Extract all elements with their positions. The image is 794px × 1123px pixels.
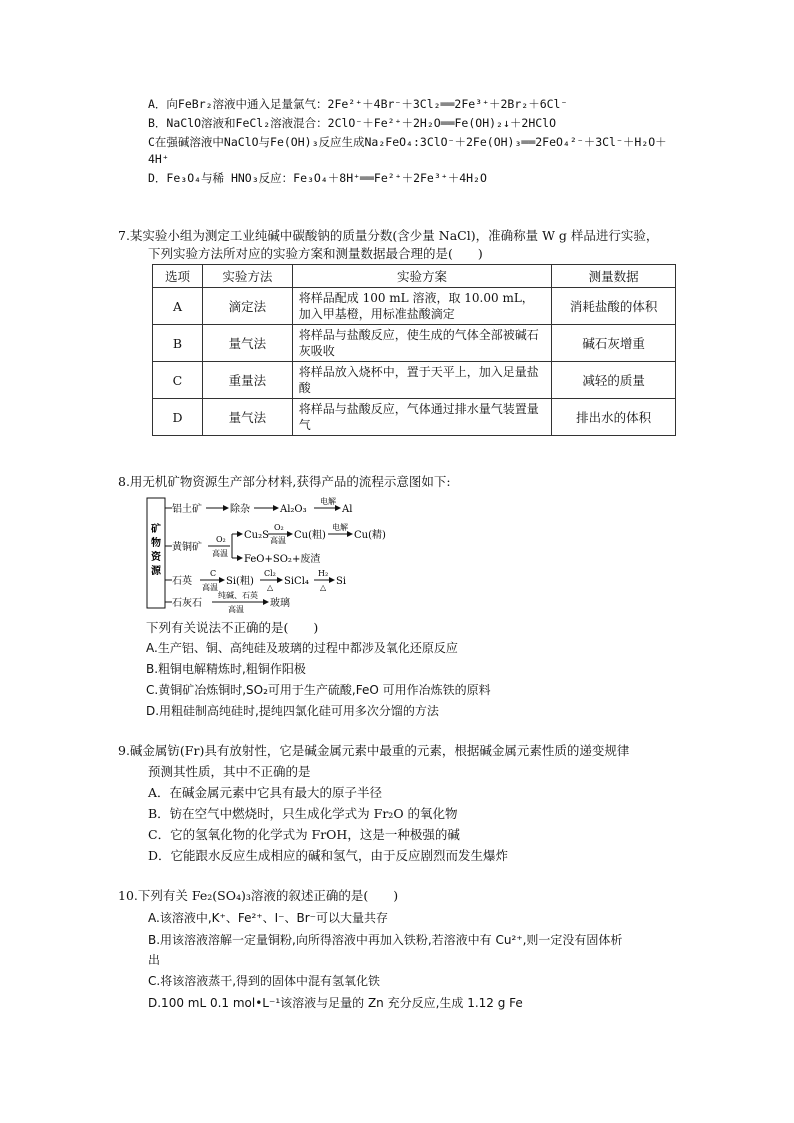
q6-option-c-line1: C在强碱溶液中NaClO与Fe(OH)₃反应生成Na₂FeO₄:3ClO⁻＋2Fe(OH)₃══2FeO₄²⁻＋3Cl⁻＋H₂O＋ xyxy=(148,135,667,149)
aluminum-label: Al xyxy=(342,504,353,515)
q10-option-a: A.该溶液中,K⁺、Fe²⁺、I⁻、Br⁻可以大量共存 xyxy=(148,911,388,925)
table-cell-method: 量气法 xyxy=(202,325,292,362)
table-header-row xyxy=(153,265,676,288)
q10-option-b-line2: 出 xyxy=(148,953,161,967)
q9-option-b: B．钫在空气中燃烧时，只生成化学式为 Fr₂O 的氧化物 xyxy=(148,806,458,821)
table-cell-plan: 将样品与盐酸反应，使生成的气体全部被碱石灰吸收 xyxy=(292,325,551,362)
table-header-cell: 实验方法 xyxy=(202,265,292,288)
q8-option-a: A.生产铝、铜、高纯硅及玻璃的过程中都涉及氧化还原反应 xyxy=(146,641,458,655)
heat-label: △ xyxy=(267,583,274,592)
q9-stem-line1: 9.碱金属钫(Fr)具有放射性，它是碱金属元素中最重的元素，根据碱金属元素性质的递变规律 xyxy=(118,743,630,758)
table-cell-data: 消耗盐酸的体积 xyxy=(552,288,676,325)
high-temp-label: 高温 xyxy=(270,536,286,545)
limestone-label: 石灰石 xyxy=(172,598,202,609)
sicl4-label: SiCl₄ xyxy=(284,576,309,587)
table-cell-option: C xyxy=(153,362,203,399)
high-temp-label: 高温 xyxy=(212,549,228,558)
q8-stem: 8.用无机矿物资源生产部分材料,获得产品的流程示意图如下: xyxy=(118,474,451,489)
carbon-label: C xyxy=(210,569,217,578)
q6-option-c-line2: 4H⁺ xyxy=(148,152,169,166)
q9-option-d: D．它能跟水反应生成相应的碱和氢气，由于反应剧烈而发生爆炸 xyxy=(148,848,509,863)
table-cell-option: D xyxy=(153,399,203,436)
q8-option-d: D.用粗硅制高纯硅时,提纯四氯化硅可用多次分馏的方法 xyxy=(146,704,439,718)
table-cell-plan: 将样品放入烧杯中，置于天平上，加入足量盐酸 xyxy=(292,362,551,399)
table-cell-data: 碱石灰增重 xyxy=(552,325,676,362)
side-label: 矿 xyxy=(151,524,161,535)
hydrogen-label: H₂ xyxy=(318,569,329,578)
soda-quartz-label: 纯碱、石英 xyxy=(218,591,258,600)
q9-option-c: C．它的氢氧化物的化学式为 FrOH，这是一种极强的碱 xyxy=(148,827,460,842)
electrolysis-label: 电解 xyxy=(320,497,336,506)
table-cell-method: 量气法 xyxy=(202,399,292,436)
high-temp-label: 高温 xyxy=(228,605,244,614)
side-label: 资 xyxy=(151,552,161,563)
remove-impurity-label: 除杂 xyxy=(230,504,250,515)
table-row xyxy=(153,288,676,325)
crude-copper-label: Cu(粗) xyxy=(294,530,326,541)
q8-option-c: C.黄铜矿冶炼铜时,SO₂可用于生产硫酸,FeO 可用作冶炼铁的原料 xyxy=(146,683,491,697)
heat-label: △ xyxy=(320,583,327,592)
table-header-cell: 测量数据 xyxy=(552,265,676,288)
chalcopyrite-label: 黄铜矿 xyxy=(172,542,202,553)
glass-label: 玻璃 xyxy=(270,598,290,609)
table-cell-plan: 将样品与盐酸反应，气体通过排水量气装置量气 xyxy=(292,399,551,436)
q10-option-b-line1: B.用该溶液溶解一定量铜粉,向所得溶液中再加入铁粉,若溶液中有 Cu²⁺,则一定没有固体析 xyxy=(148,933,623,947)
table-cell-data: 减轻的质量 xyxy=(552,362,676,399)
electrolysis-label: 电解 xyxy=(332,523,348,532)
q8-ask: 下列有关说法不正确的是( ) xyxy=(146,620,319,635)
cu2s-label: Cu₂S xyxy=(244,530,269,541)
crude-silicon-label: Si(粗) xyxy=(226,576,254,587)
chlorine-label: Cl₂ xyxy=(264,569,276,578)
table-row xyxy=(153,362,676,399)
table-cell-method: 重量法 xyxy=(202,362,292,399)
high-temp-label: 高温 xyxy=(202,583,218,592)
side-label: 源 xyxy=(151,566,161,577)
table-header-cell: 选项 xyxy=(153,265,203,288)
quartz-label: 石英 xyxy=(172,576,192,587)
table-cell-plan: 将样品配成 100 mL 溶液，取 10.00 mL，加入甲基橙，用标准盐酸滴定 xyxy=(292,288,551,325)
oxygen-label: O₂ xyxy=(274,523,284,532)
q7-stem-line1: 7.某实验小组为测定工业纯碱中碳酸钠的质量分数(含少量 NaCl)，准确称量 W g 样品进行实验， xyxy=(118,228,659,243)
q10-option-d: D.100 mL 0.1 mol•L⁻¹该溶液与足量的 Zn 充分反应,生成 1.12 g Fe xyxy=(148,996,523,1010)
alumina-label: Al₂O₃ xyxy=(280,504,307,515)
table-row xyxy=(153,399,676,436)
q10-stem: 10.下列有关 Fe₂(SO₄)₃溶液的叙述正确的是( ) xyxy=(118,888,399,903)
q6-option-a: A．向FeBr₂溶液中通入足量氯气：2Fe²⁺＋4Br⁻＋3Cl₂══2Fe³⁺＋2Br₂＋6Cl⁻ xyxy=(148,97,568,111)
q6-option-b: B．NaClO溶液和FeCl₂溶液混合：2ClO⁻＋Fe²⁺＋2H₂O══Fe(OH)₂↓＋2HClO xyxy=(148,116,557,130)
q7-stem-line2: 下列实验方法所对应的实验方案和测量数据最合理的是( ) xyxy=(148,246,483,261)
table-header-cell: 实验方案 xyxy=(292,265,551,288)
table-cell-option: A xyxy=(153,288,203,325)
table-cell-method: 滴定法 xyxy=(202,288,292,325)
table-row xyxy=(153,325,676,362)
bauxite-label: 铝土矿 xyxy=(172,504,202,515)
q9-option-a: A．在碱金属元素中它具有最大的原子半径 xyxy=(148,785,383,800)
q6-option-d: D．Fe₃O₄与稀 HNO₃反应：Fe₃O₄＋8H⁺══Fe²⁺＋2Fe³⁺＋4H₂O xyxy=(148,171,487,185)
side-label: 物 xyxy=(151,538,161,549)
q8-flow-diagram xyxy=(146,496,396,614)
q8-option-b: B.粗铜电解精炼时,粗铜作阳极 xyxy=(146,662,306,676)
byproduct-label: FeO+SO₂+废渣 xyxy=(244,554,321,565)
silicon-label: Si xyxy=(336,576,347,587)
q7-table xyxy=(152,264,676,436)
table-cell-data: 排出水的体积 xyxy=(552,399,676,436)
refined-copper-label: Cu(精) xyxy=(354,530,386,541)
oxygen-label: O₂ xyxy=(216,535,226,544)
q10-option-c: C.将该溶液蒸干,得到的固体中混有氢氧化铁 xyxy=(148,974,381,988)
q9-stem-line2: 预测其性质，其中不正确的是 xyxy=(148,764,311,779)
table-cell-option: B xyxy=(153,325,203,362)
